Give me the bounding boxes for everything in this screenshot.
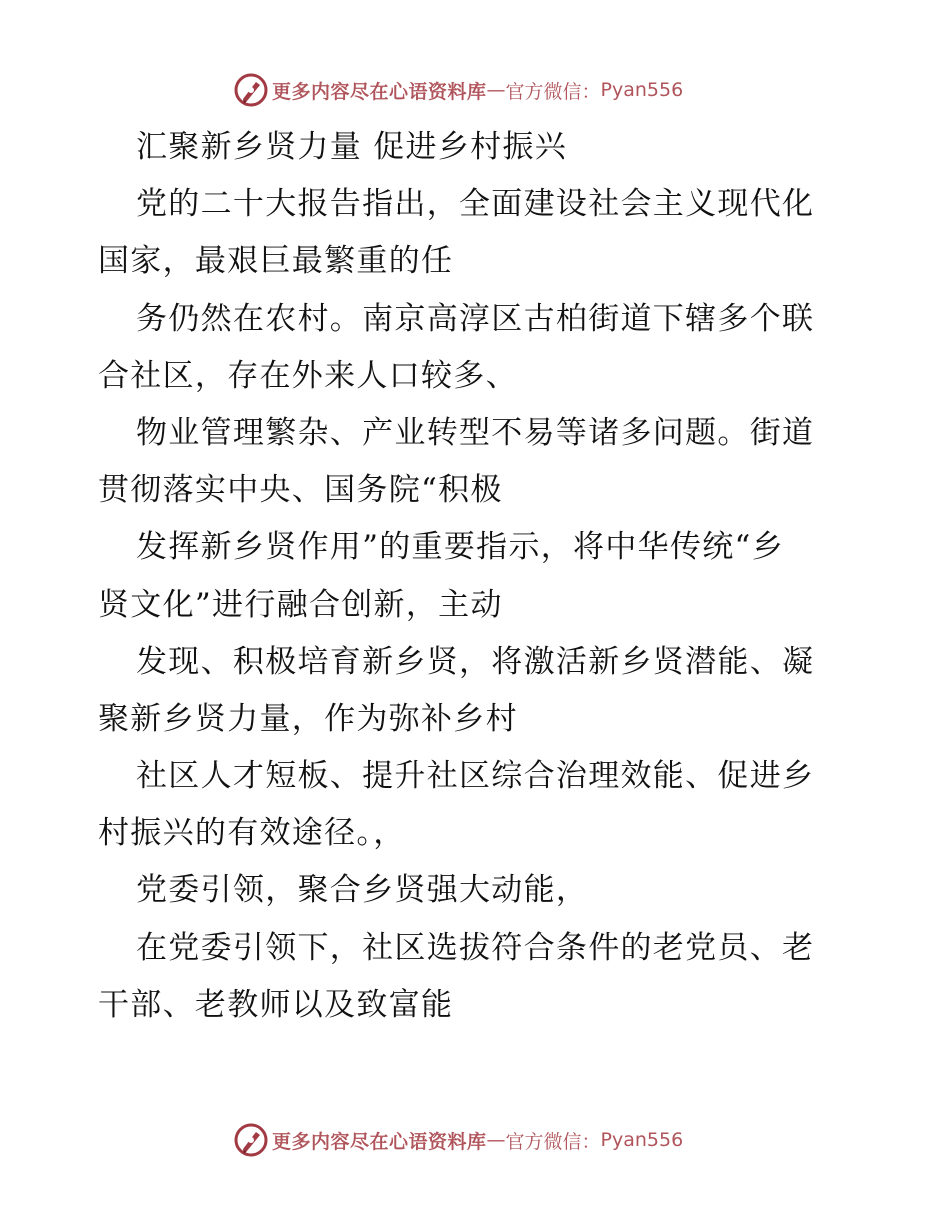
header-brand-text: 更多内容尽在心语资料库 bbox=[272, 80, 487, 103]
paragraph-line: 发挥新乡贤作用”的重要指示，将中华传统“乡 bbox=[136, 529, 784, 566]
paragraph-line: 社区人才短板、提升社区综合治理效能、促进乡 bbox=[136, 758, 815, 795]
footer-banner bbox=[234, 1120, 683, 1160]
paragraph-line: 物业管理繁杂、产业转型不易等诸多问题。街道 bbox=[136, 414, 815, 451]
quill-pen-logo-icon bbox=[234, 1123, 268, 1157]
paragraph-line: 干部、老教师以及致富能 bbox=[98, 986, 454, 1023]
paragraph-line: 聚新乡贤力量，作为弥补乡村 bbox=[98, 700, 518, 737]
paragraph-line: 务仍然在农村。南京高淳区古柏街道下辖多个联 bbox=[136, 300, 815, 337]
document-body bbox=[98, 119, 858, 1034]
footer-wechat-id: Pyan556 bbox=[600, 1129, 684, 1151]
document-title: 汇聚新乡贤力量 促进乡村振兴 bbox=[136, 129, 568, 165]
paragraph-line: 贤文化”进行融合创新，主动 bbox=[98, 586, 503, 623]
footer-separator: — bbox=[486, 1129, 506, 1151]
paragraph-line: 在党委引领下，社区选拔符合条件的老党员、老 bbox=[136, 929, 815, 966]
paragraph-line: 合社区，存在外来人口较多、 bbox=[98, 357, 518, 394]
header-wechat-label: 官方微信： bbox=[505, 80, 601, 103]
header-banner bbox=[234, 70, 683, 110]
section-heading: 党委引领，聚合乡贤强大动能， bbox=[136, 872, 589, 909]
header-wechat-id: Pyan556 bbox=[600, 79, 684, 101]
footer-wechat-label: 官方微信： bbox=[505, 1130, 601, 1153]
quill-pen-logo-icon bbox=[234, 73, 268, 107]
paragraph-line: 村振兴的有效途径。， bbox=[98, 815, 406, 852]
paragraph-line: 党的二十大报告指出，全面建设社会主义现代化 bbox=[136, 186, 815, 223]
paragraph-line: 发现、积极培育新乡贤，将激活新乡贤潜能、凝 bbox=[136, 643, 815, 680]
header-separator: — bbox=[486, 79, 506, 101]
footer-brand-text: 更多内容尽在心语资料库 bbox=[272, 1130, 487, 1153]
paragraph-line: 国家，最艰巨最繁重的任 bbox=[98, 243, 454, 280]
paragraph-line: 贯彻落实中央、国务院“积极 bbox=[98, 472, 503, 509]
